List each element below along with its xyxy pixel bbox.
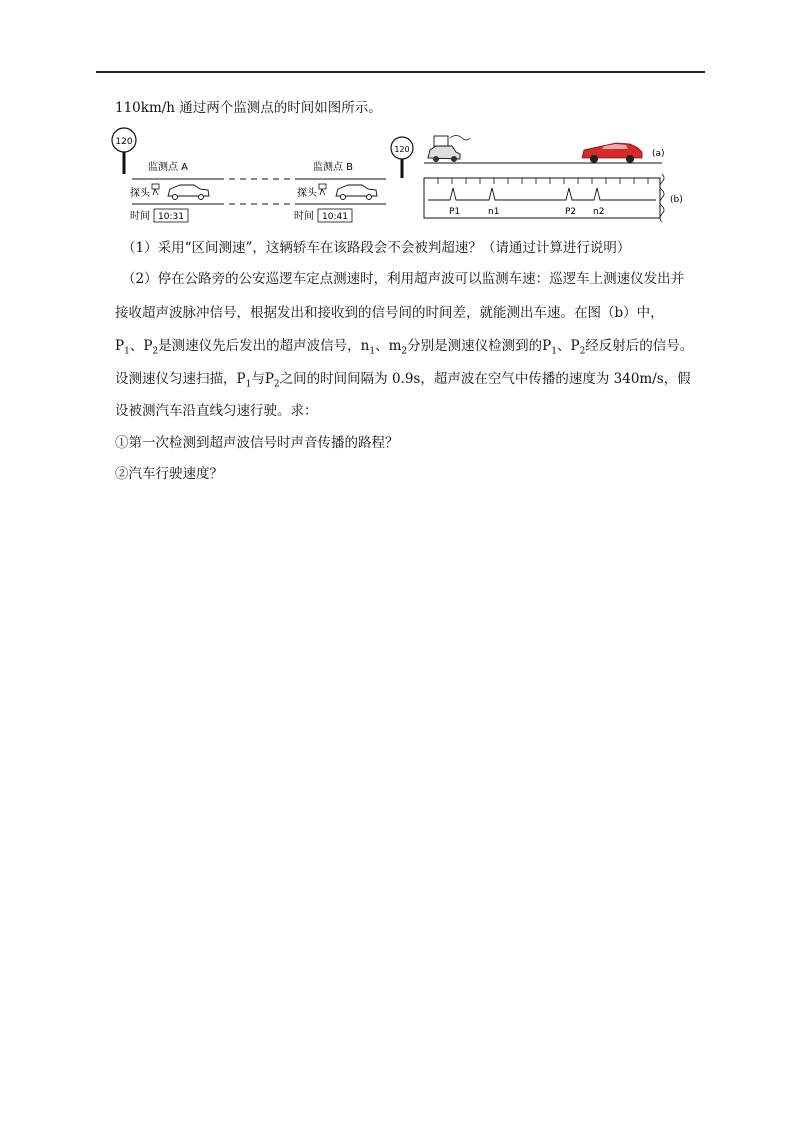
time-label-b: 时间 bbox=[294, 211, 314, 222]
time-b-value: 10:41 bbox=[322, 212, 348, 222]
ultrasonic-figure bbox=[390, 128, 690, 226]
speed-limit-sign-right bbox=[391, 137, 413, 178]
time-a-value: 10:31 bbox=[158, 212, 184, 222]
sign-left-text: 120 bbox=[115, 137, 133, 147]
camera-icon bbox=[152, 184, 159, 195]
pulse-label-p2: P2 bbox=[565, 207, 577, 217]
camera-icon bbox=[319, 184, 326, 195]
sub-question-2: ②汽车行驶速度？ bbox=[115, 466, 223, 482]
question-2-line-5: 设被测汽车沿直线匀速行驶。求： bbox=[115, 403, 318, 419]
question-2-line-3: $P_1$、$P_2$是测速仪先后发出的超声波信号，$n_1$、$m_2$分别是测速仪检测到的$P_1$、$P_2$经反射后的信号。 bbox=[115, 338, 694, 357]
sign-right-text: 120 bbox=[394, 145, 410, 154]
car-icon-a bbox=[168, 185, 209, 200]
pulse-label-n2: n2 bbox=[593, 207, 605, 217]
speed-limit-sign-left bbox=[112, 128, 136, 174]
intro-line: 110km/h 通过两个监测点的时间如图所示。 bbox=[115, 100, 382, 116]
point-b-label: 监测点 B bbox=[313, 162, 354, 173]
header-rule bbox=[96, 71, 705, 73]
question-2-line-1: （2）停在公路旁的公安巡逻车定点测速时，利用超声波可以监测车速：巡逻车上测速仪发出并 bbox=[122, 271, 685, 287]
red-car-icon bbox=[582, 143, 642, 163]
sub-question-1: ①第一次检测到超声波信号时声音传播的路程？ bbox=[115, 435, 399, 451]
probe-label-a: 探头 bbox=[130, 188, 150, 199]
question-2-line-4: 设测速仪匀速扫描，$P_1$与$P_2$之间的时间间隔为 0.9s，超声波在空气中传播的速度为 340m/s，假 bbox=[115, 371, 691, 390]
question-1: （1）采用“区间测速”，这辆轿车在该路段会不会被判超速？（请通过计算进行说明） bbox=[122, 240, 631, 256]
patrol-car-icon bbox=[428, 136, 470, 163]
probe-label-b: 探头 bbox=[297, 188, 317, 199]
interval-speed-figure bbox=[108, 124, 390, 226]
point-a-label: 监测点 A bbox=[148, 162, 189, 173]
pulse-label-p1: P1 bbox=[449, 207, 461, 217]
label-b: (b) bbox=[670, 195, 683, 205]
time-label-a: 时间 bbox=[130, 211, 150, 222]
label-a: (a) bbox=[652, 149, 665, 159]
question-2-line-2: 接收超声波脉冲信号，根据发出和接收到的信号间的时间差，就能测出车速。在图（b）中， bbox=[115, 305, 664, 321]
pulse-label-n1: n1 bbox=[488, 207, 500, 217]
car-icon-b bbox=[336, 185, 377, 200]
